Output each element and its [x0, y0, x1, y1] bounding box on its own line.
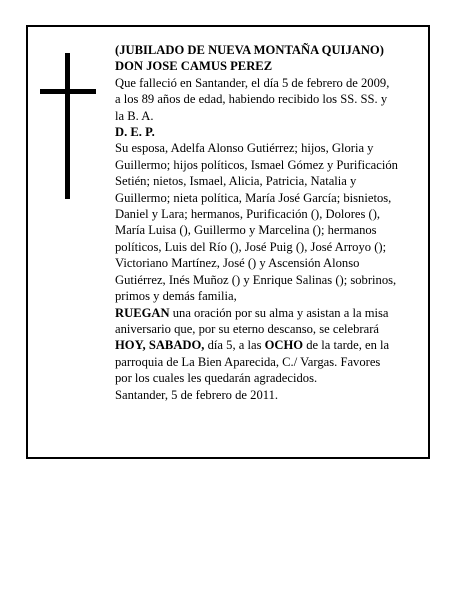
- request-line-2: aniversario que, por su eterno descanso, se celebrará: [115, 321, 380, 336]
- place-date-line: Santander, 5 de febrero de 2011.: [115, 387, 279, 402]
- request-line-1: [115, 305, 427, 321]
- family-line-2: Guillermo; hijos políticos, Ismael Gómez y Purificación: [115, 157, 398, 172]
- family-line-4: Guillermo; nieta política, María José García; bisnietos,: [115, 190, 392, 205]
- family-line-7: políticos, Luis del Río (), José Puig (), José Arroyo ();: [115, 239, 387, 254]
- family-line-3: Setién; nietos, Ismael, Alicia, Patricia, Natalia y: [115, 174, 357, 189]
- family-line-9: Gutiérrez, Inés Muñoz () y Enrique Salinas (); sobrinos,: [115, 272, 397, 287]
- parish-line: parroquia de La Bien Aparecida, C./ Vargas. Favores: [115, 354, 381, 369]
- deceased-affiliation: (JUBILADO DE NUEVA MONTAÑA QUIJANO): [115, 43, 384, 57]
- thanks-line: por los cuales les quedarán agradecidos.: [115, 371, 318, 386]
- ruegan-label: RUEGAN: [115, 305, 170, 320]
- family-line-6: María Luisa (), Guillermo y Marcelina (); hermanos: [115, 223, 377, 238]
- mass-hour: OCHO: [264, 338, 304, 353]
- death-statement-line-1: Que falleció en Santander, el día 5 de febrero de 2009,: [115, 75, 390, 90]
- rip-heading: D. E. P.: [115, 125, 155, 140]
- family-line-10: primos y demás familia,: [115, 289, 237, 304]
- obituary-notice: [26, 25, 430, 459]
- mass-time-line: [115, 337, 427, 353]
- notice-text: [115, 42, 427, 403]
- mass-day: HOY, SABADO,: [115, 338, 205, 353]
- mass-day-text: día 5, a las: [204, 338, 265, 353]
- mass-hour-text: de la tarde, en la: [303, 338, 390, 353]
- family-line-1: Su esposa, Adelfa Alonso Gutiérrez; hijos, Gloria y: [115, 141, 374, 156]
- death-statement-line-3: la B. A.: [115, 108, 154, 123]
- death-statement-line-2: a los 89 años de edad, habiendo recibido los SS. SS. y: [115, 92, 388, 107]
- cross-horizontal-bar: [40, 89, 96, 94]
- cross-vertical-bar: [65, 53, 70, 199]
- family-line-8: Victoriano Martínez, José () y Ascensión Alonso: [115, 256, 360, 271]
- deceased-name: DON JOSE CAMUS PEREZ: [115, 59, 273, 74]
- family-line-5: Daniel y Lara; hermanos, Purificación (), Dolores (),: [115, 207, 381, 222]
- request-text: una oración por su alma y asistan a la misa: [169, 305, 389, 320]
- cross-icon: [40, 53, 96, 199]
